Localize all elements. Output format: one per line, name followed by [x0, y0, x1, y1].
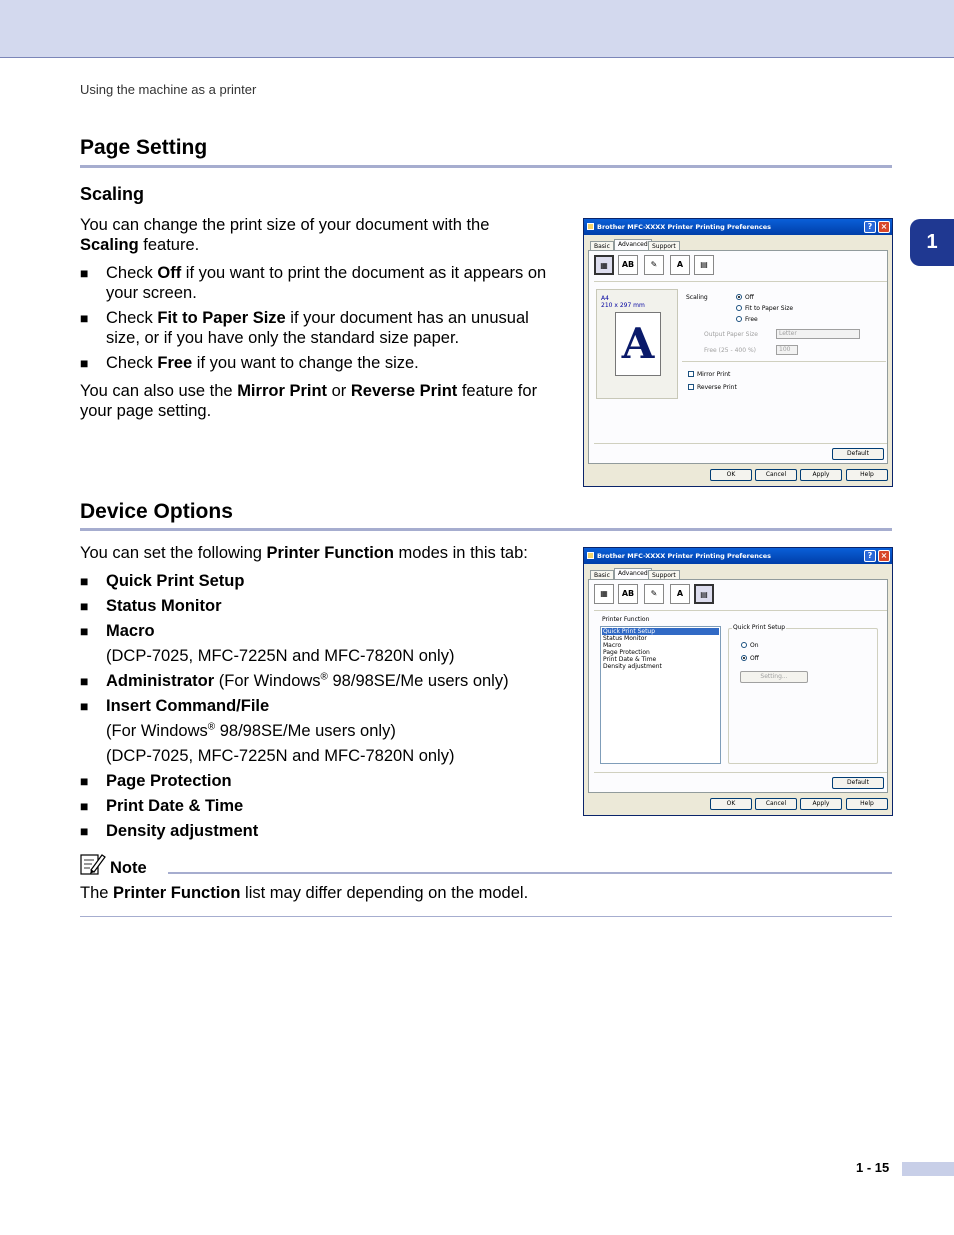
- tab-support[interactable]: Support: [648, 241, 680, 251]
- help-button[interactable]: Help: [846, 469, 888, 481]
- default-button[interactable]: Default: [832, 777, 884, 789]
- bullet-square-icon: ■: [80, 798, 89, 814]
- list-item-note: (DCP-7025, MFC-7225N and MFC-7820N only): [106, 747, 455, 765]
- page-setting-icon[interactable]: A: [670, 255, 690, 275]
- scaling-label: Scaling: [686, 294, 708, 301]
- quick-setup-off-radio[interactable]: [741, 655, 747, 661]
- mirror-reverse-paragraph: You can also use the Mirror Print or Reverse Print feature for your page setting.: [80, 382, 538, 420]
- divider: [682, 361, 886, 362]
- page-setting-icon[interactable]: A: [670, 584, 690, 604]
- bullet-square-icon: ■: [80, 623, 89, 639]
- watermark-icon[interactable]: ✎: [644, 255, 664, 275]
- close-icon[interactable]: ×: [878, 550, 890, 562]
- list-item: ■ Check Off if you want to print the document as it appears on your screen.: [80, 264, 547, 302]
- tab-advanced[interactable]: Advanced: [614, 239, 652, 251]
- list-item[interactable]: Status Monitor: [603, 635, 647, 642]
- dialog-titlebar: Brother MFC-XXXX Printer Printing Preferences ? ×: [584, 548, 892, 564]
- heading-rule: [80, 165, 892, 168]
- reverse-print-checkbox[interactable]: [688, 384, 694, 390]
- tab-support[interactable]: Support: [648, 570, 680, 580]
- tab-basic[interactable]: Basic: [590, 241, 614, 251]
- list-item-note: (DCP-7025, MFC-7225N and MFC-7820N only): [106, 647, 455, 665]
- header-band: [0, 0, 954, 58]
- divider: [594, 281, 887, 282]
- cancel-button[interactable]: Cancel: [755, 798, 797, 810]
- device-options-icon[interactable]: ▤: [694, 584, 714, 604]
- bullet-square-icon: ■: [80, 310, 89, 326]
- preview-page: A: [615, 312, 661, 376]
- bullet-square-icon: ■: [80, 573, 89, 589]
- printer-function-list[interactable]: [600, 626, 721, 764]
- footer-bar: [902, 1162, 954, 1176]
- bullet-square-icon: ■: [80, 265, 89, 281]
- list-item: ■ Page Protection: [80, 772, 232, 790]
- divider: [594, 443, 887, 444]
- tab-basic[interactable]: Basic: [590, 570, 614, 580]
- apply-button[interactable]: Apply: [800, 798, 842, 810]
- output-paper-size-select[interactable]: Letter: [776, 329, 860, 339]
- page-setting-heading: Page Setting: [80, 136, 208, 159]
- list-item[interactable]: Print Date & Time: [603, 656, 657, 663]
- apply-button[interactable]: Apply: [800, 469, 842, 481]
- printing-preferences-dialog-device-options: Brother MFC-XXXX Printer Printing Preferences ? × Basic Advanced Support ▦ AB ✎ A ▤ Printer Function Quick Print Setup Status Monitor Macro Page Protection Print Date & Time Density adjustment Quick Print Setup On Off Setting... Default OK Cancel Apply Help: [583, 547, 893, 816]
- mirror-print-checkbox[interactable]: [688, 371, 694, 377]
- help-icon[interactable]: ?: [864, 221, 876, 233]
- divider: [594, 772, 887, 773]
- list-item: ■ Macro: [80, 622, 155, 640]
- list-item[interactable]: Density adjustment: [603, 663, 662, 670]
- quality-icon[interactable]: ▦: [594, 255, 614, 275]
- quality-icon[interactable]: ▦: [594, 584, 614, 604]
- scaling-intro: You can change the print size of your document with the Scaling feature.: [80, 216, 490, 254]
- close-icon[interactable]: ×: [878, 221, 890, 233]
- list-item[interactable]: Quick Print Setup: [602, 628, 719, 635]
- divider: [594, 610, 887, 611]
- list-item: ■ Insert Command/File: [80, 697, 270, 715]
- setting-button[interactable]: Setting...: [740, 671, 808, 683]
- note-label: Note: [110, 859, 147, 877]
- printer-function-label: Printer Function: [602, 616, 650, 623]
- chapter-tab[interactable]: 1: [910, 219, 954, 266]
- scaling-off-radio[interactable]: [736, 294, 742, 300]
- list-item[interactable]: Page Protection: [603, 649, 650, 656]
- ok-button[interactable]: OK: [710, 798, 752, 810]
- list-item[interactable]: Macro: [603, 642, 622, 649]
- bullet-square-icon: ■: [80, 773, 89, 789]
- bullet-square-icon: ■: [80, 355, 89, 371]
- free-percent-input[interactable]: 100: [776, 345, 798, 355]
- dialog-titlebar: Brother MFC-XXXX Printer Printing Preferences ? ×: [584, 219, 892, 235]
- list-item: ■ Density adjustment: [80, 822, 259, 840]
- bullet-square-icon: ■: [80, 598, 89, 614]
- list-item: ■ Status Monitor: [80, 597, 222, 615]
- scaling-fit-radio[interactable]: [736, 305, 742, 311]
- list-item: ■ Check Fit to Paper Size if your document has an unusual size, or if you have only the standard size paper.: [80, 309, 529, 347]
- device-options-icon[interactable]: ▤: [694, 255, 714, 275]
- help-button[interactable]: Help: [846, 798, 888, 810]
- bullet-square-icon: ■: [80, 698, 89, 714]
- help-icon[interactable]: ?: [864, 550, 876, 562]
- list-item: ■ Administrator (For Windows® 98/98SE/Me users only): [80, 671, 509, 690]
- bullet-square-icon: ■: [80, 823, 89, 839]
- note-text: The Printer Function list may differ depending on the model.: [80, 884, 529, 902]
- note-end-rule: [80, 916, 892, 917]
- printing-preferences-dialog-scaling: Brother MFC-XXXX Printer Printing Preferences ? × Basic Advanced Support ▦ AB ✎ A ▤ A4 210 x 297 mm A Scaling Off Fit to Paper Size Free Output Paper Size Letter Free (25 - 400 %) 100 Mirror Print Reverse Print Default OK Cancel Apply Help: [583, 218, 893, 487]
- note-pencil-icon: [80, 852, 106, 876]
- preview-box: A4 210 x 297 mm A: [596, 289, 678, 399]
- printer-icon: [587, 223, 594, 230]
- heading-rule: [80, 528, 892, 531]
- quick-setup-on-radio[interactable]: [741, 642, 747, 648]
- duplex-icon[interactable]: AB: [618, 584, 638, 604]
- default-button[interactable]: Default: [832, 448, 884, 460]
- scaling-free-radio[interactable]: [736, 316, 742, 322]
- watermark-icon[interactable]: ✎: [644, 584, 664, 604]
- cancel-button[interactable]: Cancel: [755, 469, 797, 481]
- page-number: 1 - 15: [856, 1160, 890, 1175]
- list-item-note: (For Windows® 98/98SE/Me users only): [106, 721, 396, 740]
- note-rule: [168, 872, 892, 874]
- running-head: Using the machine as a printer: [80, 82, 257, 97]
- bullet-square-icon: ■: [80, 673, 89, 689]
- device-options-heading: Device Options: [80, 500, 233, 523]
- device-options-intro: You can set the following Printer Function modes in this tab:: [80, 544, 528, 562]
- scaling-heading: Scaling: [80, 184, 145, 204]
- list-item: ■ Print Date & Time: [80, 797, 244, 815]
- list-item: ■ Quick Print Setup: [80, 572, 245, 590]
- duplex-icon[interactable]: AB: [618, 255, 638, 275]
- printer-icon: [587, 552, 594, 559]
- list-item: ■ Check Free if you want to change the size.: [80, 354, 419, 372]
- ok-button[interactable]: OK: [710, 469, 752, 481]
- tab-advanced[interactable]: Advanced: [614, 568, 652, 580]
- group-label: Quick Print Setup: [733, 624, 786, 631]
